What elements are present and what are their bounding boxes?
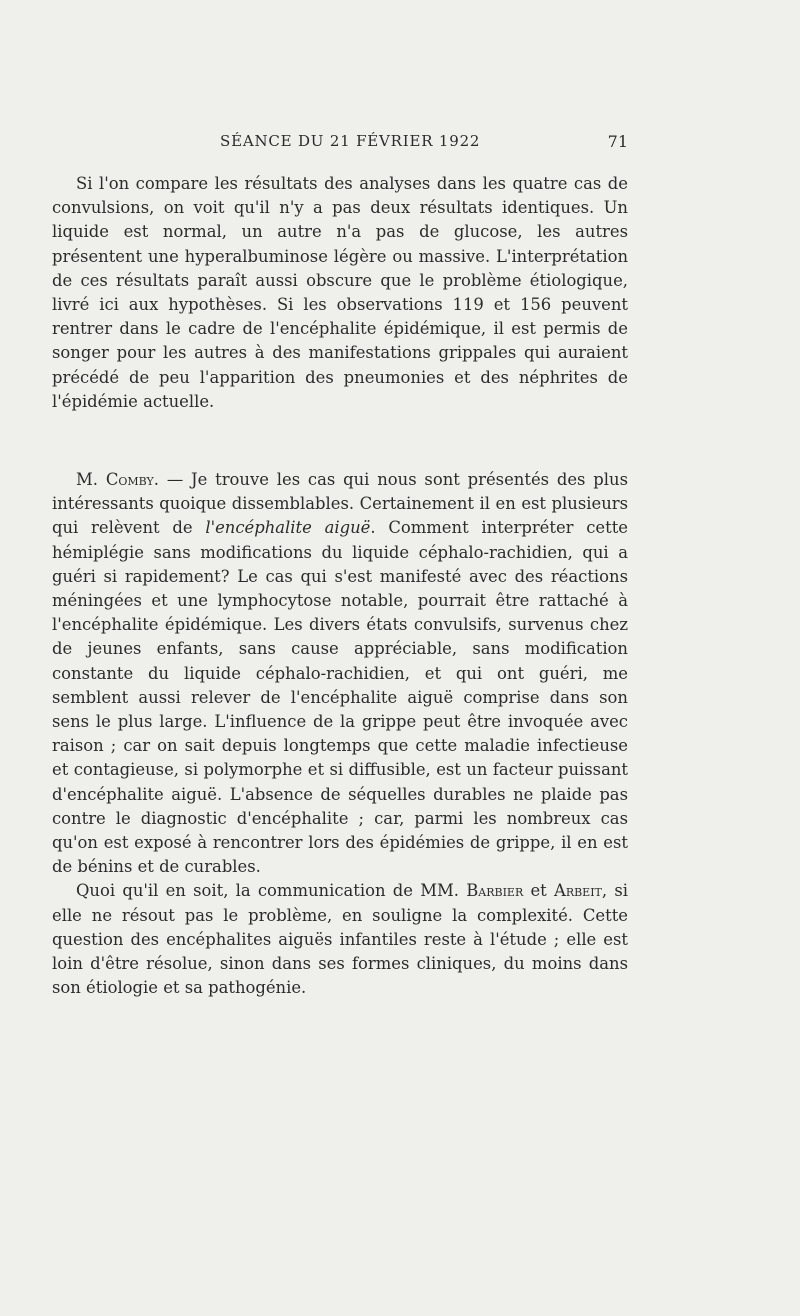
paragraph-2-text-1: . — Je trouve les cas qui nous sont présentés des plus intéressants quoique dissemblables. Certainement il en est plusieurs qui relèvent de [52,470,628,538]
page-header [52,132,628,158]
paragraph-2-text-2: . Comment interpréter cette hémiplégie sans modifications du liquide céphalo-rachidien, qui a guéri si rapidement? Le cas qui s'est manifesté avec des réactions méningées et une lymphocytose notable, pourrait être rattaché à l'encéphalite épidémique. Les divers états convulsifs, survenus chez de jeunes enfants, sans cause appréciable, sans modification constante du liquide céphalo-rachidien, et qui ont guéri, me semblent aussi relever de l'encéphalite aiguë comprise dans son sens le plus large. L'influence de la grippe peut être invoquée avec raison ; car on sait depuis longtemps que cette maladie infectieuse et contagieuse, si polymorphe et si diffusible, est un facteur puissant d'encéphalite aiguë. L'absence de séquelles durables ne plaide pas contre le diagnostic d'encéphalite ; car, parmi les nombreux cas qu'on est exposé à rencontrer lors des épidémies de grippe, il en est de bénins et de curables. [52,518,628,877]
conjunction-text: et [523,881,554,901]
italic-term: l'encéphalite aiguë [205,518,371,538]
author-name-2: Arbeit [553,881,602,901]
speaker-prefix: M. [76,470,106,489]
author-name-1: Barbier [466,881,524,901]
paragraph-2 [52,468,628,879]
paragraph-1 [52,172,628,414]
paragraph-group-2 [52,468,628,1000]
speaker-name: Comby [105,470,154,489]
paragraph-3 [52,879,628,1000]
running-head: SÉANCE DU 21 FÉVRIER 1922 [220,132,481,150]
paragraph-3-text-2: , si elle ne résout pas le problème, en souligne la complexité. Cette question des encéphalites aiguës infantiles reste à l'étude ; elle est loin d'être résolue, sinon dans ses formes cliniques, du moins dans son étiologie et sa pathogénie. [52,881,628,998]
page-number: 71 [607,132,628,151]
paragraph-1-text: Si l'on compare les résultats des analyses dans les quatre cas de convulsions, on voit qu'il n'y a pas deux résultats identiques. Un liquide est normal, un autre n'a pas de glucose, les autres présentent une hyperalbuminose légère ou massive. L'interprétation de ces résultats paraît aussi obscure que le problème étiologique, livré ici aux hypothèses. Si les observations 119 et 156 peuvent rentrer dans le cadre de l'encéphalite épidémique, il est permis de songer pour les autres à des manifestations grippales qui auraient précédé de peu l'apparition des pneumonies et des néphrites de l'épidémie actuelle. [52,174,628,411]
paragraph-3-text-1: Quoi qu'il en soit, la communication de MM. [76,881,467,901]
